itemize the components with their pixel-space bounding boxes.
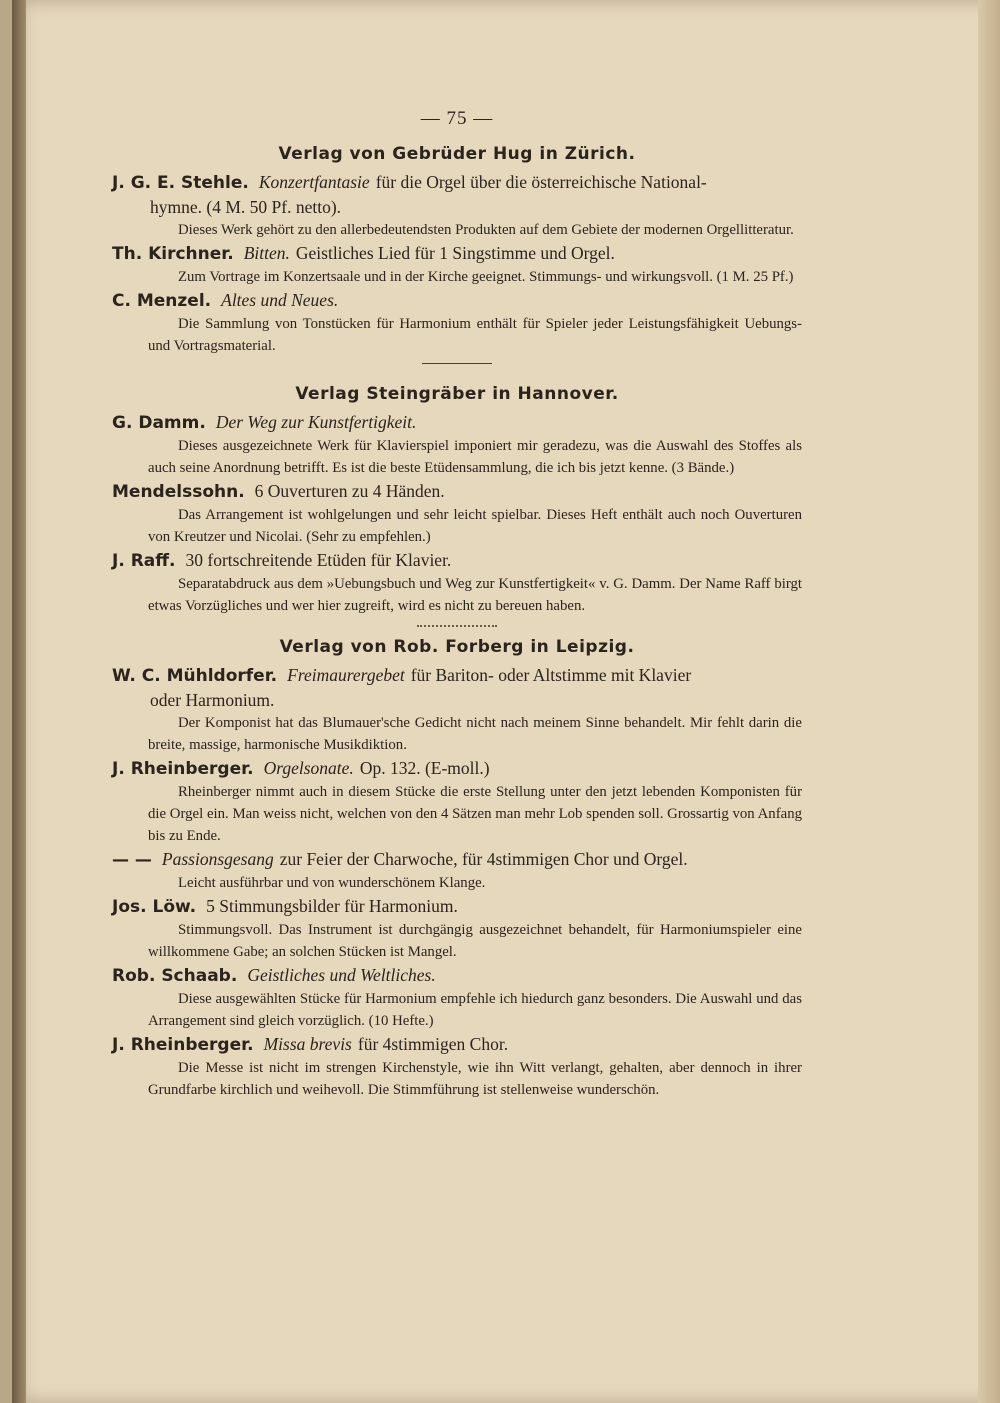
entry-note: Stimmungsvoll. Das Instrument ist durchgängig ausgezeichnet behandelt, für Harmoniumspieler eine willkommene Gabe; an solchen Stücken ist Mangel.: [148, 922, 802, 960]
entry-title: Altes und Neues.: [221, 290, 339, 310]
entry-title: Bitten.: [243, 243, 290, 263]
entry-continuation: hymne. (4 M. 50 Pf. netto).: [150, 197, 342, 217]
entry-author: Jos. Löw.: [112, 897, 197, 917]
entry-note: Rheinberger nimmt auch in diesem Stücke die erste Stellung unter den jetzt lebenden Komponisten für die Orgel ein. Man weiss nicht, welchen von den 4 Sätzen man mehr Lob spenden soll. Grossartig von Anfang bis zu Ende.: [148, 784, 802, 844]
section-heading: Verlag Steingräber in Hannover.: [295, 384, 619, 404]
entry-note: Die Sammlung von Tonstücken für Harmonium enthält für Spieler jeder Leistungsfähigkeit Uebungs- und Vortragsmaterial.: [148, 316, 802, 354]
entry: [112, 548, 802, 617]
entry-description: für Bariton- oder Altstimme mit Klavier: [410, 665, 692, 685]
entry-author: C. Menzel.: [112, 291, 212, 311]
section-divider: [422, 363, 492, 364]
entry-author: Th. Kirchner.: [112, 244, 234, 264]
entry-description: Geistliches Lied für 1 Singstimme und Orgel.: [295, 243, 615, 263]
entry-title: Freimaurergebet: [287, 665, 405, 685]
entry: [112, 410, 802, 479]
entry-title: Orgelsonate.: [263, 758, 354, 778]
entry-description: 30 fortschreitende Etüden für Klavier.: [185, 550, 452, 570]
entry-author: — —: [112, 850, 152, 870]
entry-continuation: oder Harmonium.: [150, 690, 275, 710]
entry: [112, 241, 802, 288]
entry-author: G. Damm.: [112, 413, 206, 433]
entry-note: Leicht ausführbar und von wunderschönem Klange.: [178, 875, 486, 891]
entry-note: Zum Vortrage im Konzertsaale und in der Kirche geeignet. Stimmungs- und wirkungsvoll. (1 M. 25 Pf.): [178, 269, 794, 285]
entry-note: Der Komponist hat das Blumauer'sche Gedicht nicht nach meinem Sinne behandelt. Mir fehlt darin die breite, massige, harmonische Musikdiktion.: [148, 715, 802, 753]
entry-note: Dieses Werk gehört zu den allerbedeutendsten Produkten auf dem Gebiete der modernen Orgellitteratur.: [178, 222, 794, 238]
entry-title: Der Weg zur Kunstfertigkeit.: [215, 412, 417, 432]
book-page: [12, 0, 1000, 1403]
entry-author: J. Rheinberger.: [112, 1035, 254, 1055]
entry-description: zur Feier der Charwoche, für 4stimmigen Chor und Orgel.: [279, 849, 688, 869]
entry-author: J. G. E. Stehle.: [112, 173, 249, 193]
entry-description: Op. 132. (E-moll.): [359, 758, 490, 778]
entry-title: Passionsgesang: [161, 849, 274, 869]
entry-note: Diese ausgewählten Stücke für Harmonium empfehle ich hiedurch ganz besonders. Die Auswahl und das Arrangement sind gleich vorzüglich. (10 Hefte.): [148, 991, 802, 1029]
entry-note: Das Arrangement ist wohlgelungen und sehr leicht spielbar. Dieses Heft enthält auch noch Ouverturen von Kreutzer und Nicolai. (Sehr zu empfehlen.): [148, 507, 802, 545]
page-number: — 75 —: [420, 108, 494, 129]
entry-description: für die Orgel über die österreichische National-: [375, 172, 707, 192]
entry-description: 5 Stimmungsbilder für Harmonium.: [206, 896, 458, 916]
entry-description: 6 Ouverturen zu 4 Händen.: [254, 481, 445, 501]
section-divider: [417, 619, 497, 627]
entry: [112, 756, 802, 847]
entry-note: Dieses ausgezeichnete Werk für Klavierspiel imponiert mir geradezu, was die Auswahl des Stoffes als auch seine Anordnung betrifft. Es ist die beste Etüdensammlung, die ich bis jetzt kenne. (3 Bände.): [148, 438, 802, 476]
entry: [112, 663, 802, 756]
entry-title: Konzertfantasie: [258, 172, 370, 192]
section-heading: Verlag von Rob. Forberg in Leipzig.: [279, 637, 635, 657]
book-spine: [12, 0, 26, 1403]
entry-description: für 4stimmigen Chor.: [357, 1034, 509, 1054]
entry: [112, 847, 802, 894]
entry: [112, 1032, 802, 1101]
entry-author: J. Rheinberger.: [112, 759, 254, 779]
entry-author: Mendelssohn.: [112, 482, 245, 502]
entry-title: Geistliches und Weltliches.: [247, 965, 436, 985]
page-content: [112, 108, 802, 1101]
entry-author: J. Raff.: [112, 551, 176, 571]
section-heading: Verlag von Gebrüder Hug in Zürich.: [278, 144, 636, 164]
page-edge: [978, 0, 1000, 1403]
entry-author: Rob. Schaab.: [112, 966, 238, 986]
entry: [112, 963, 802, 1032]
entry-note: Die Messe ist nicht im strengen Kirchenstyle, wie ihn Witt verlangt, gehalten, aber dennoch in ihrer Grundfarbe kirchlich und weihevoll. Die Stimmführung ist stellenweise wunderschön.: [148, 1060, 802, 1098]
entry: [112, 170, 802, 241]
entry: [112, 479, 802, 548]
entry-note: Separatabdruck aus dem »Uebungsbuch und Weg zur Kunstfertigkeit« v. G. Damm. Der Name Raff birgt etwas Vorzügliches und wer hier zugreift, wird es nicht zu bereuen haben.: [148, 576, 802, 614]
entry-author: W. C. Mühldorfer.: [112, 666, 278, 686]
entry: [112, 288, 802, 357]
entry: [112, 894, 802, 963]
entry-title: Missa brevis: [263, 1034, 352, 1054]
